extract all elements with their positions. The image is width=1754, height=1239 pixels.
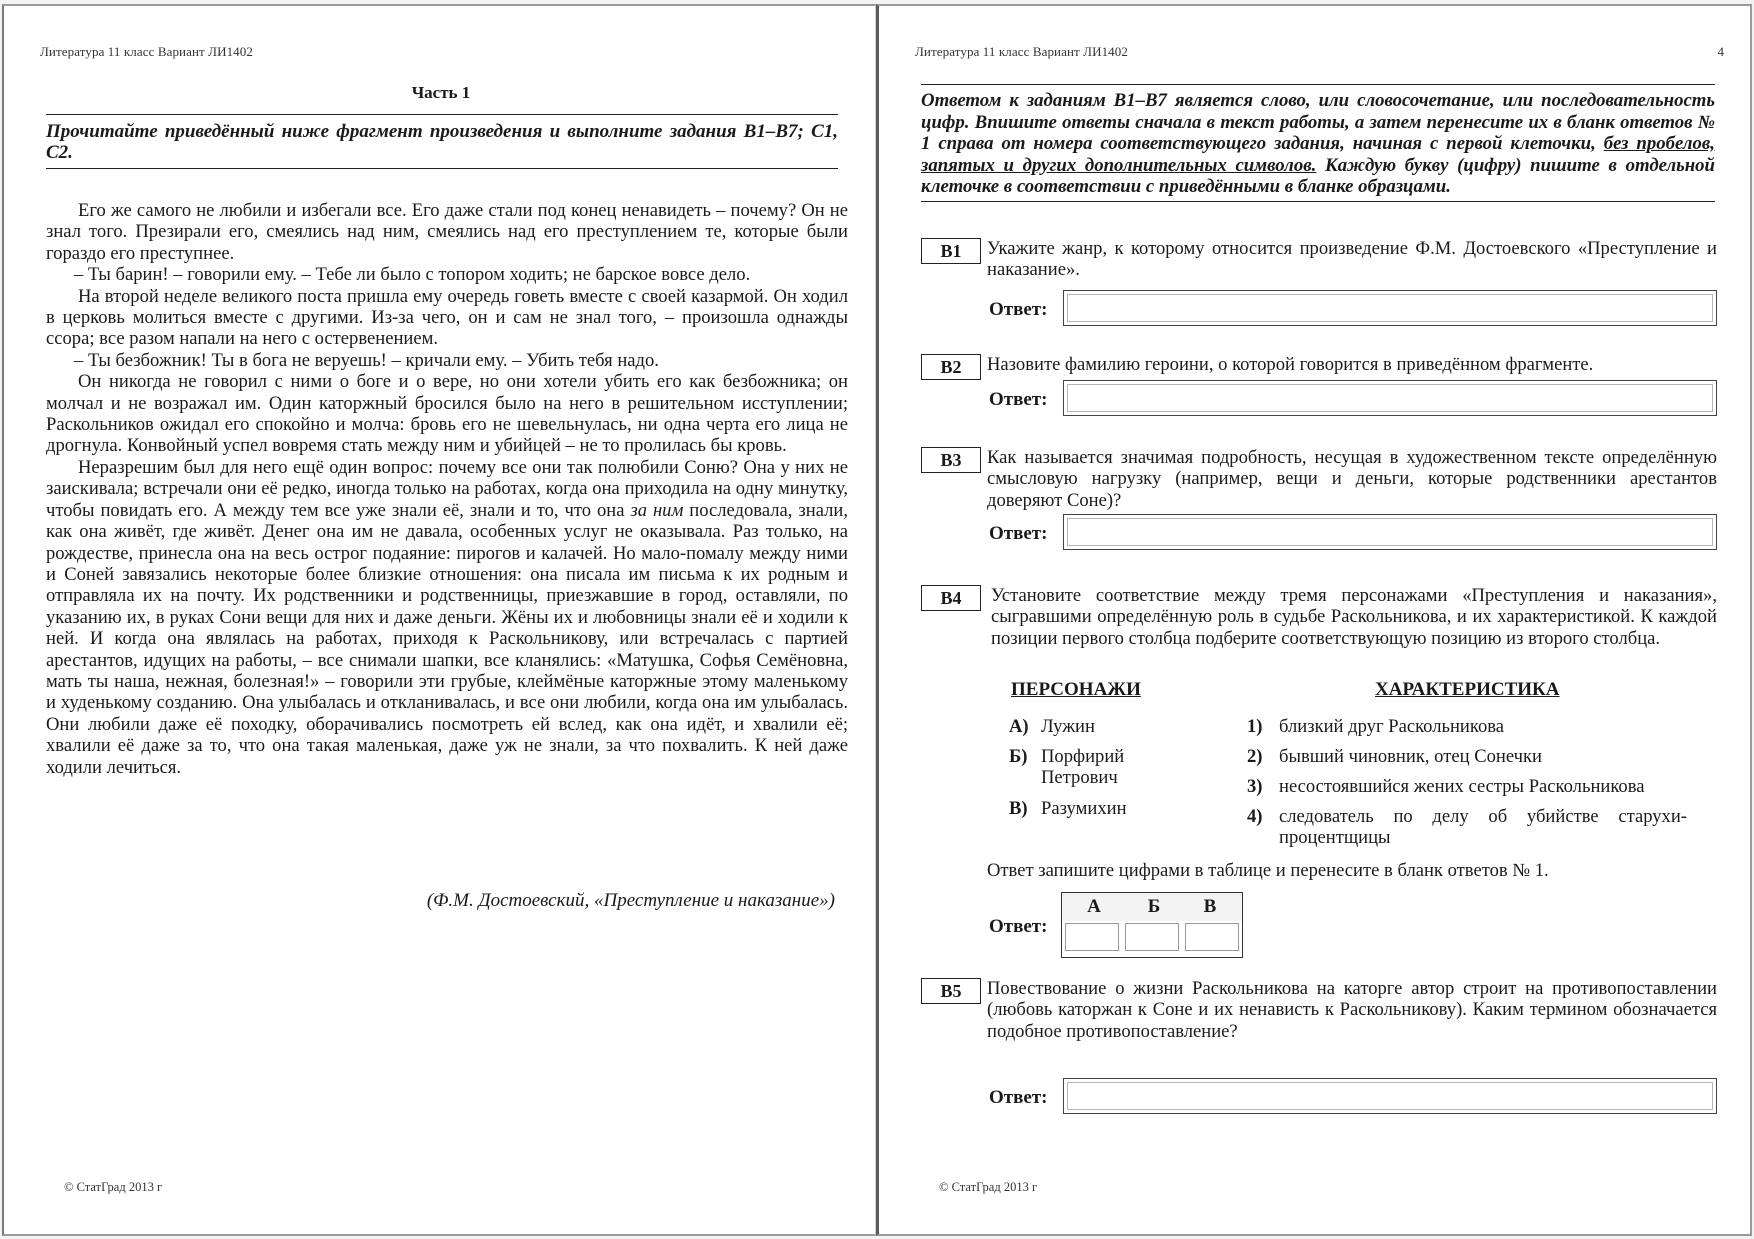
grid-header-b: Б: [1147, 896, 1161, 917]
instruction-text: Каждую букву (цифру) пишите в отдельной клеточке в соответствии с приведёнными в бланке образцами.: [921, 154, 1715, 197]
task-number-badge: B5: [921, 978, 981, 1004]
answer-instruction: [921, 84, 1715, 202]
copyright-footer: © СтатГрад 2013 г: [939, 1180, 1038, 1194]
task-b3: [921, 447, 1717, 557]
answer-label: Ответ:: [989, 1087, 1048, 1108]
characters-column-header: ПЕРСОНАЖИ: [1011, 679, 1141, 700]
passage-dialog: – Ты барин! – говорили ему. – Тебе ли было с топором ходить; не барское вовсе дело.: [74, 264, 751, 286]
answer-label: Ответ:: [989, 299, 1048, 320]
answer-label: Ответ:: [989, 523, 1048, 544]
running-head: Литература 11 класс Вариант ЛИ1402: [40, 44, 253, 59]
answer-cell-b[interactable]: [1125, 923, 1179, 951]
trait-key: 4): [1247, 806, 1263, 827]
passage-italic-text: за ним: [630, 499, 684, 521]
answer-row: [989, 290, 1717, 328]
answer-label: Ответ:: [989, 389, 1048, 410]
character-name: Разумихин: [1041, 798, 1127, 819]
passage-source: (Ф.М. Достоевский, «Преступление и наказание»): [426, 890, 835, 911]
answer-grid-b4: [1061, 892, 1243, 958]
answer-cell-v[interactable]: [1185, 923, 1239, 951]
answer-input-b5[interactable]: [1063, 1078, 1717, 1114]
trait-text: несостоявшийся жених сестры Раскольникова: [1279, 776, 1645, 797]
answer-input-b2[interactable]: [1063, 380, 1717, 416]
task-question: Как называется значимая подробность, несущая в художественном тексте определённую смысловую нагрузку (например, вещи и деньги, которые родственники арестантов доверяют Соне)?: [987, 447, 1717, 511]
grid-instruction: Ответ запишите цифрами в таблице и перенесите в бланк ответов № 1.: [987, 860, 1549, 881]
task-number-badge: B1: [921, 238, 981, 264]
answer-row: [989, 1078, 1717, 1116]
answer-input-b1[interactable]: [1063, 290, 1717, 326]
task-number-badge: B4: [921, 585, 981, 611]
answer-row: [989, 514, 1717, 552]
passage-paragraph: Его же самого не любили и избегали все. Его даже стали под конец ненавидеть – почему? Он не знал того. Презирали его, смеялись над ним, смеялись над его преступлением те, которые были гораздо его преступнее.: [46, 200, 848, 264]
character-key: А): [1009, 716, 1029, 737]
trait-key: 3): [1247, 776, 1263, 797]
task-question: Установите соответствие между тремя персонажами «Преступления и наказания», сыгравшими определённую роль в судьбе Раскольникова, и их характеристикой. К каждой позиции первого столбца подберите соответствующую позицию из второго столбца.: [991, 585, 1717, 649]
answer-label: Ответ:: [989, 916, 1048, 937]
answer-row: [989, 380, 1717, 418]
passage-text: Неразрешим был для него ещё один вопрос: почему все они так полюбили Соню? Она у них не заискивала; встречали они её редко, иногда только на работах, когда она приходила на одну минутку, чтобы повидать его. А между тем все уже знали её, знали и то, что она: [46, 456, 848, 521]
passage-paragraph: [46, 457, 848, 778]
grid-header-v: В: [1203, 896, 1217, 917]
instruction-text: Ответом к заданиям B1–B7 является слово, или словосочетание, или последовательность цифр. Впишите ответы сначала в текст работы, а затем перенесите их в бланк ответов № 1 справа от номера соответствующего задания, начиная с первой клеточки,: [921, 90, 1715, 154]
passage-paragraph: На второй неделе великого поста пришла ему очередь говеть вместе с своей казармой. Он ходил в церковь молиться вместе с другими. Из-за чего, он и сам не знал того, – произошла однажды ссора; все разом напали на него с остервенением.: [46, 285, 848, 350]
trait-text: бывший чиновник, отец Сонечки: [1279, 746, 1542, 767]
reading-instruction: Прочитайте приведённый ниже фрагмент произведения и выполните задания B1–B7; C1, C2.: [46, 114, 838, 169]
task-b5: [921, 978, 1717, 1118]
task-b1: [921, 238, 1717, 330]
passage-paragraph: Он никогда не говорил с ними о боге и о вере, но они хотели убить его как безбожника; он молчал и не возражал им. Один каторжный бросился было на него в решительном исступлении; Раскольников ожидал его спокойно и молча: бровь его не шевельнулась, ни одна черта его лица не дрогнула. Конвойный успел вовремя стать между ним и убийцей – не то пролилась бы кровь.: [46, 371, 848, 457]
running-head: Литература 11 класс Вариант ЛИ1402: [915, 44, 1128, 59]
trait-text: следователь по делу об убийстве старухи-процентщицы: [1279, 806, 1687, 849]
page-number: 4: [1717, 44, 1724, 59]
trait-key: 2): [1247, 746, 1263, 767]
task-question: Назовите фамилию героини, о которой говорится в приведённом фрагменте.: [987, 354, 1594, 375]
passage-text: последовала, знали, как она живёт, где живёт. Денег она им не давала, особенных услуг не оказывала. Раз только, на рождестве, принесла она на весь острог подаяние: пирогов и калачей. Но мало-помалу между ними и Соней завязались некоторые более близкие отношения: она писала им письма к их родным и отправляла их на почту. Их родственники и родственницы, приезжавшие в город, оставляли, по указанию их, в руках Сони вещи для них и даже деньги. Жёны их и любовницы знали её и ходили к ней. И когда она являлась на работах, приходя к Раскольникову, или встречалась с партией арестантов, идущих на работы, – все снимали шапки, все кланялись: «Матушка, Софья Семёновна, мать ты наша, нежная, болезная!» – говорили эти грубые, клеймёные каторжные этому маленькому и худенькому созданию. Она улыбалась и откланивалась, и все они любили, когда она им улыбалась. Они любили даже её походку, оборачивались посмотреть ей вслед, как она идёт, и хвалили её; хвалили её даже за то, что она такая маленькая, даже уж не знали, за что похвалить. К ней даже ходили лечиться.: [46, 499, 848, 778]
page-right: [876, 4, 1752, 1236]
character-key: Б): [1009, 746, 1028, 767]
trait-key: 1): [1247, 716, 1263, 737]
character-name: Лужин: [1041, 716, 1095, 737]
task-number-badge: B3: [921, 447, 981, 473]
passage-dialog: – Ты безбожник! Ты в бога не веруешь! – кричали ему. – Убить тебя надо.: [74, 349, 659, 371]
answer-input-b3[interactable]: [1063, 514, 1717, 550]
grid-header-a: А: [1087, 896, 1101, 917]
part-title: Часть 1: [411, 83, 471, 102]
character-key: В): [1009, 798, 1028, 819]
page-left: [2, 4, 876, 1236]
answer-grid-header: [1062, 893, 1242, 921]
task-number-badge: B2: [921, 354, 981, 380]
traits-column-header: ХАРАКТЕРИСТИКА: [1375, 679, 1560, 700]
task-b2: [921, 354, 1717, 418]
literary-passage: [46, 200, 848, 778]
instruction-underlined-text: без пробелов, запятых и других дополнительных символов.: [921, 133, 1715, 176]
trait-text: близкий друг Раскольникова: [1279, 716, 1505, 737]
task-question: Повествование о жизни Раскольникова на каторге автор строит на противопоставлении (любовь каторжан к Соне и их ненависть к Раскольникову). Каким термином обозначается подобное противопоставление?: [987, 978, 1717, 1042]
character-name: Порфирий Петрович: [1041, 746, 1125, 789]
answer-cell-a[interactable]: [1065, 923, 1119, 951]
copyright-footer: © СтатГрад 2013 г: [64, 1180, 163, 1194]
task-question: Укажите жанр, к которому относится произведение Ф.М. Достоевского «Преступление и наказание».: [987, 238, 1717, 281]
